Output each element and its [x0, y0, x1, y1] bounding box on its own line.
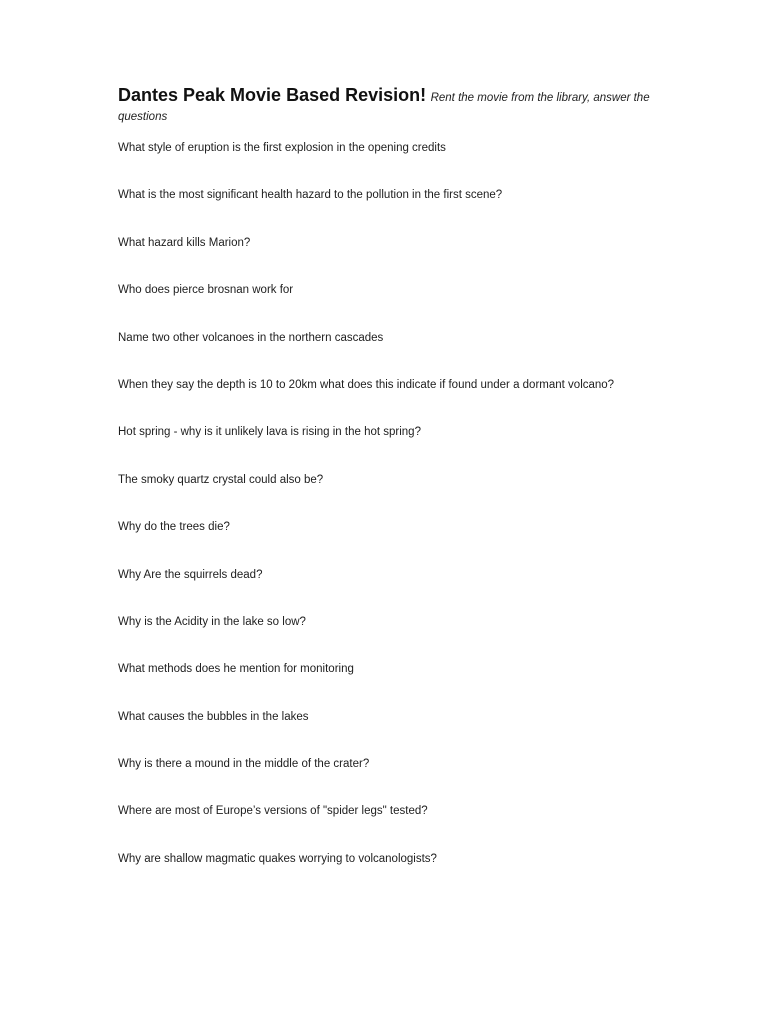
question-item: Why is there a mound in the middle of the crater? — [118, 758, 370, 771]
question-item: Why Are the squirrels dead? — [118, 568, 263, 581]
question-item: Hot spring - why is it unlikely lava is rising in the hot spring? — [118, 426, 421, 439]
question-item: What style of eruption is the first explosion in the opening credits — [118, 142, 446, 154]
document-subtitle: Rent the movie from the library, answer the questions — [118, 92, 650, 123]
question-item: Why do the trees die? — [118, 521, 230, 534]
question-item: Why is the Acidity in the lake so low? — [118, 615, 306, 628]
question-item: Why are shallow magmatic quakes worrying to volcanologists? — [118, 852, 437, 865]
question-item: What methods does he mention for monitoring — [118, 663, 354, 676]
question-item: What causes the bubbles in the lakes — [118, 710, 309, 723]
document-header — [118, 86, 658, 126]
question-item: Where are most of Europe’s versions of "spider legs" tested? — [118, 805, 428, 818]
question-item: Name two other volcanoes in the northern cascades — [118, 331, 384, 344]
document-title: Dantes Peak Movie Based Revision! — [118, 85, 427, 105]
question-item: Who does pierce brosnan work for — [118, 284, 294, 297]
question-item: The smoky quartz crystal could also be? — [118, 473, 324, 486]
question-item: What hazard kills Marion? — [118, 236, 251, 249]
question-item: When they say the depth is 10 to 20km what does this indicate if found under a dormant volcano? — [118, 378, 615, 391]
question-list — [118, 140, 738, 898]
question-item: What is the most significant health hazard to the pollution in the first scene? — [118, 189, 503, 202]
